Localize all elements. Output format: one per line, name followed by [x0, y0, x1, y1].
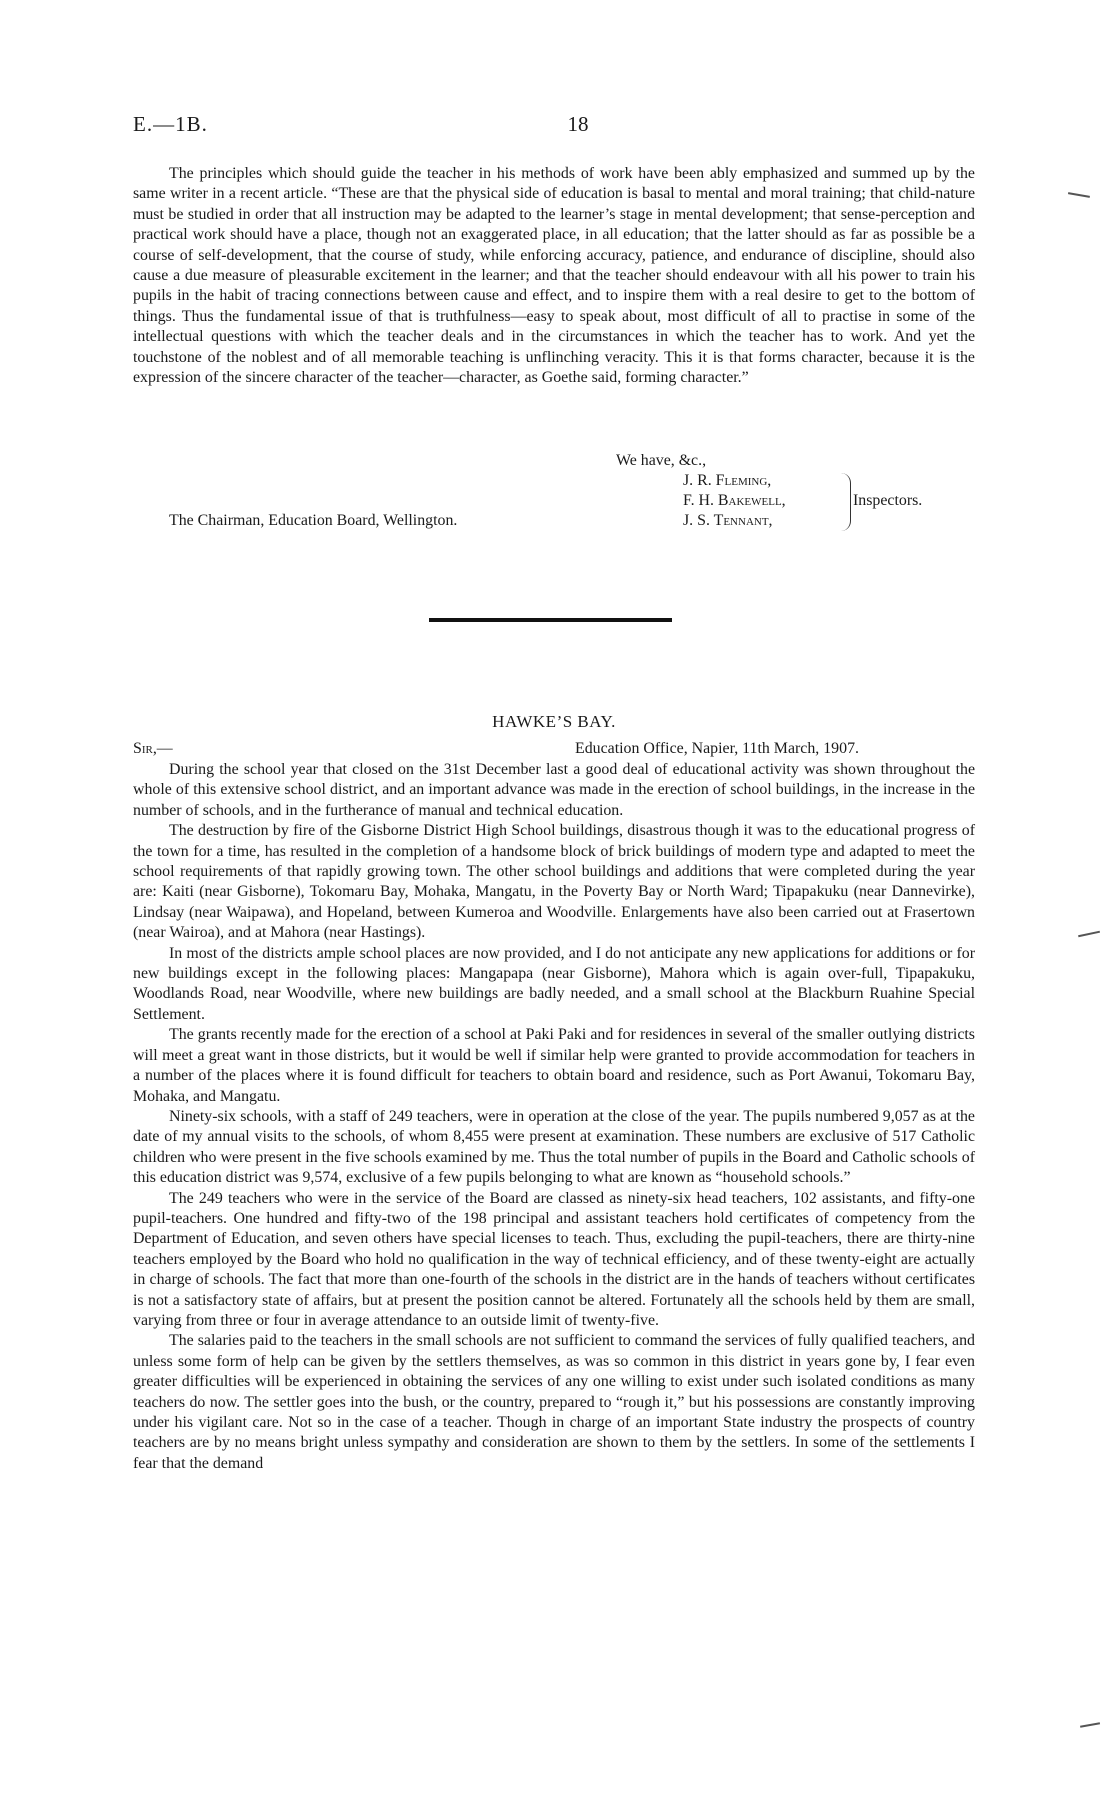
paragraph: In most of the districts ample school places are now provided, and I do not anticipate any new applications for additions or for new buildings except in the following places: Mangapapa (near Gisborne), Mahora which is again over-full, Tipapakuku, Woodlands Road, near Woodville, where new buildings are badly needed, and a small school at the Blackburn Ruahine Special Settlement. [133, 944, 975, 1023]
brace-glyph [840, 473, 851, 531]
signatory-name: J. R. Fleming, [683, 472, 772, 489]
margin-mark [1068, 192, 1090, 197]
closing-line: We have, &c., [616, 452, 707, 469]
paragraph: The grants recently made for the erection of a school at Paki Paki and for residences in several of the smaller outlying districts will meet a great want in those districts, but it would be well if similar help were granted to provide accommodation for teachers in a number of the places where it is found difficult for teachers to obtain board and residence, such as Port Awanui, Tokomaru Bay, Mohaka, and Mangatu. [133, 1026, 975, 1105]
dateline: Education Office, Napier, 11th March, 1907. [575, 740, 859, 757]
margin-mark [1078, 931, 1100, 937]
salutation: Sir,— [133, 740, 173, 757]
paragraph: The 249 teachers who were in the service of the Board are classed as ninety-six head teachers, 102 assistants, and fifty-one pupil-teachers. One hundred and fifty-two of the 198 principal and assistant teachers hold certificates of competency from the Department of Education, and seven others have special licenses to teach. Thus, excluding the pupil-teachers, there are thirty-nine teachers employed by the Board who hold no qualification in the way of technical efficiency, and of these twenty-eight are actually in charge of schools. The fact that more than one-fourth of the schools in the district are in the hands of teachers without certificates is not a satisfactory state of affairs, but at present the position cannot be altered. Fortunately all the schools held by them are small, varying from three or four in average attendance to an outside limit of twenty-five. [133, 1189, 975, 1329]
section-divider [429, 618, 672, 622]
margin-mark [1080, 1722, 1100, 1727]
page-number: 18 [567, 112, 589, 136]
paragraph: Ninety-six schools, with a staff of 249 teachers, were in operation at the close of the year. The pupils numbered 9,057 as at the date of my annual visits to the schools, of whom 8,455 were present at examination. These numbers are exclusive of 517 Catholic children who were present in the five schools examined by me. Thus the total number of pupils in the Board and Catholic schools of this education district was 9,574, exclusive of a few pupils belonging to what are known as “household schools.” [133, 1107, 975, 1187]
paragraph: The salaries paid to the teachers in the small schools are not sufficient to command the services of fully qualified teachers, and unless some form of help can be given by the settlers themselves, as was so common in this district in years gone by, I fear even greater difficulties will be experienced in obtaining the services of any one willing to exist under such isolated conditions as many teachers do now. The settler goes into the bush, or the country, prepared to “rough it,” but his possessions are constantly improving under his vigilant care. Not so in the case of a teacher. Though in charge of an important State industry the prospects of country teachers are by no means bright unless sympathy and consideration are shown to them by the settlers. In some of the settlements I fear that the demand [133, 1332, 975, 1472]
document-code: E.—1B. [133, 112, 208, 136]
paragraph: The principles which should guide the teacher in his methods of work have been ably emphasized and summed up by the same writer in a recent article. “These are that the physical side of education is basal to mental and moral training; that child-nature must be studied in order that all instruction may be adapted to the learner’s stage in mental development; that sense-perception and practical work should have a place, though not an exaggerated place, in all education; that the latter should as far as possible be a course of self-development, that the course of study, while enforcing accuracy, patience, and endurance of discipline, should also cause a due measure of pleasurable excitement in the learner; and that the teacher should endeavour with all his power to train his pupils in the habit of tracing connections between cause and effect, and to inspire them with a real desire to get to the bottom of things. Thus the fundamental issue of that is truthfulness—easy to speak about, most difficult of all to practise in some of the intellectual questions with which the teacher deals and in the circumstances in which the teacher has to work. And yet the touchstone of the noblest and of all memorable teaching is unflinching veracity. This it is that forms character, because it is the expression of the sincere character of the teacher—character, as Goethe said, forming character.” [133, 165, 975, 387]
signatory-role: Inspectors. [853, 492, 923, 509]
signatory-name: J. S. Tennant, [683, 512, 773, 529]
salutation-line [133, 738, 975, 760]
paragraph: The destruction by fire of the Gisborne District High School buildings, disastrous though it was to the educational progress of the town for a time, has resulted in the completion of a handsome block of brick buildings of modern type and adapted to meet the school requirements of that rapidly growing town. The other school buildings and additions that were completed during the year are: Kaiti (near Gisborne), Tokomaru Bay, Mohaka, Mangatu, in the Poverty Bay or North Ward; Tipapakuku (near Dannevirke), Lindsay (near Waipawa), and Hopeland, between Kumeroa and Woodville. Enlargements have also been carried out at Frasertown (near Wairoa), and at Mahora (near Hastings). [133, 822, 975, 942]
paragraph: During the school year that closed on the 31st December last a good deal of educational activity was shown throughout the whole of this extensive school district, and an important advance was made in the erection of school buildings, in the increase in the number of schools, and in the furtherance of manual and technical education. [133, 761, 975, 819]
section-2-body [133, 760, 975, 1474]
signature-block [133, 451, 975, 541]
page-header [133, 112, 973, 142]
section-1-body [133, 164, 975, 388]
section-title: HAWKE’S BAY. [492, 712, 616, 731]
signatory-list [683, 471, 786, 531]
signatory-name: F. H. Bakewell, [683, 492, 786, 509]
addressee-line: The Chairman, Education Board, Wellington. [169, 512, 458, 529]
